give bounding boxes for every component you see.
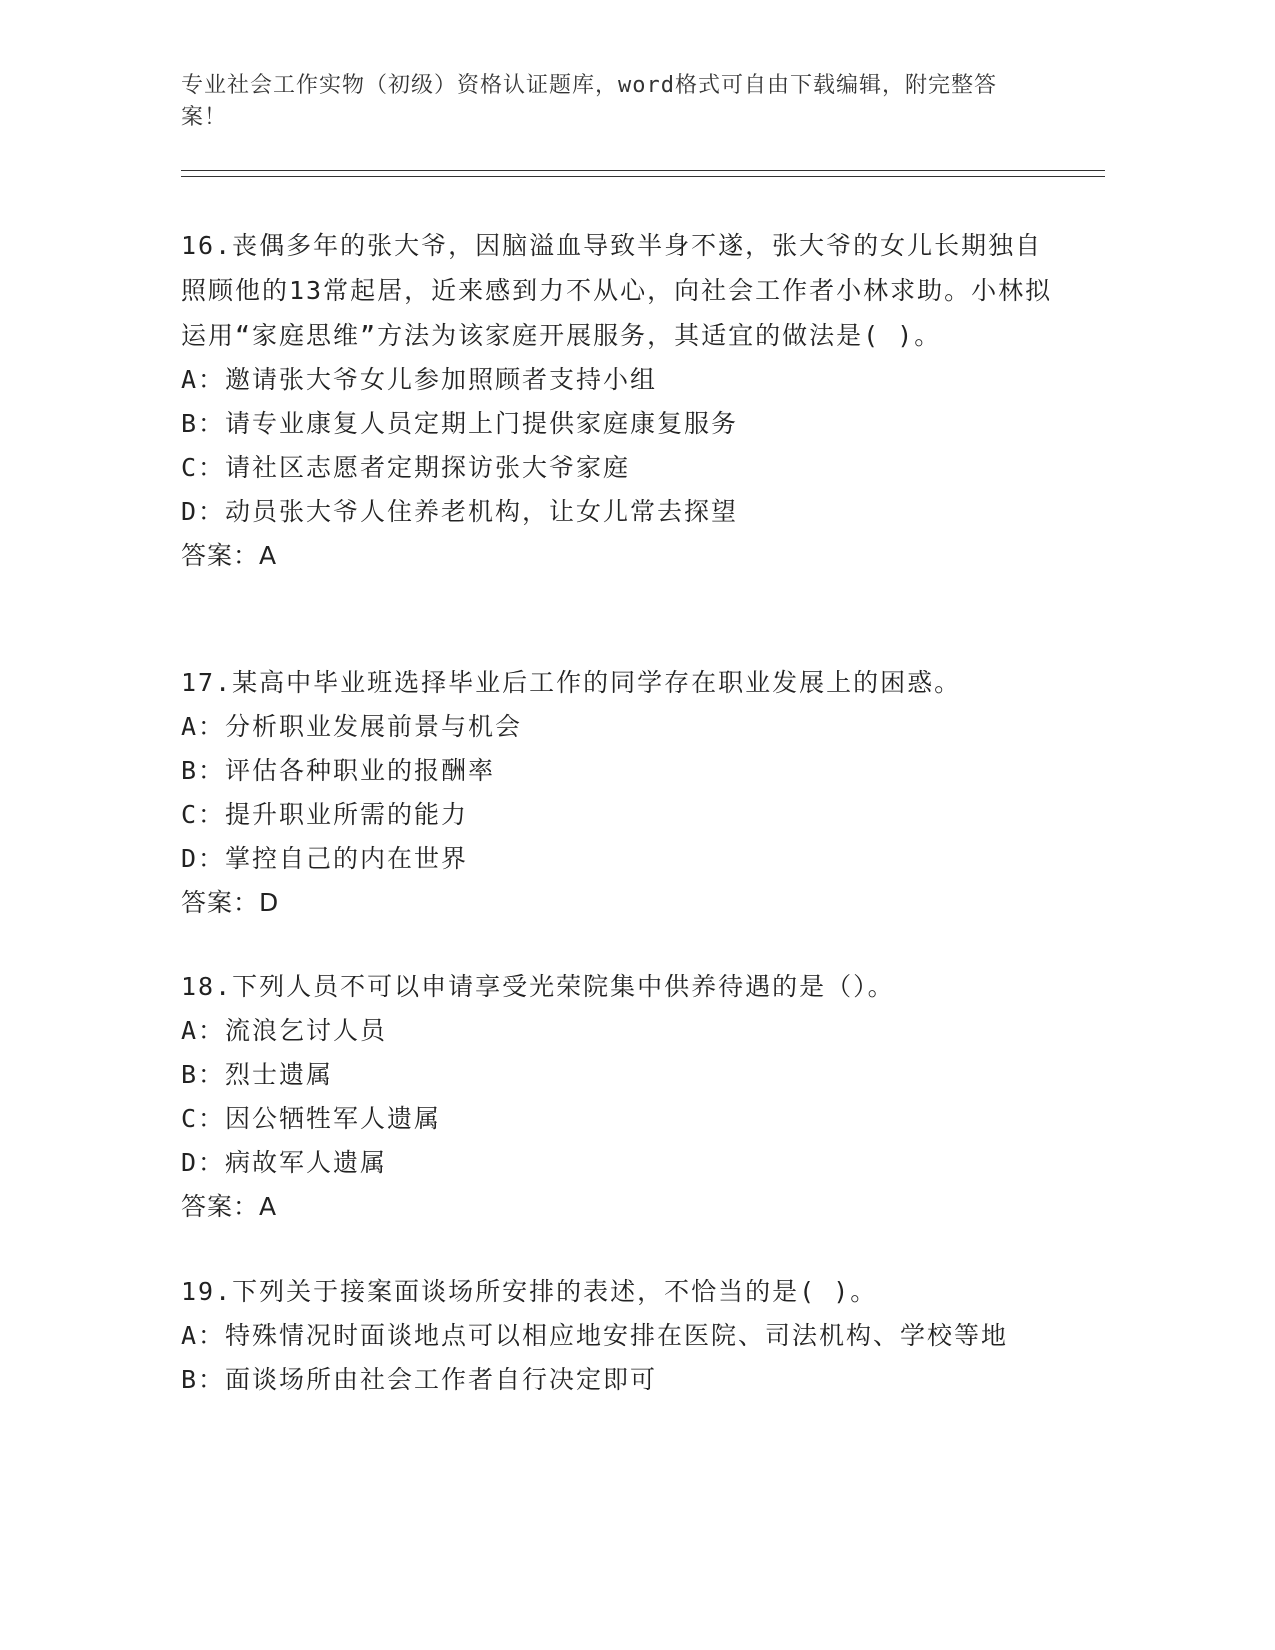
question-stem: 17.某高中毕业班选择毕业后工作的同学存在职业发展上的困惑。 [181, 668, 962, 697]
question-stem: 19.下列关于接案面谈场所安排的表述，不恰当的是( )。 [181, 1277, 878, 1306]
header-line-2: 案！ [181, 105, 228, 130]
option-d: D：动员张大爷人住养老机构，让女儿常去探望 [181, 497, 739, 526]
option-b: B：评估各种职业的报酬率 [181, 756, 496, 785]
answer: 答案：A [181, 541, 278, 570]
option-a: A：特殊情况时面谈地点可以相应地安排在医院、司法机构、学校等地 [181, 1321, 1009, 1350]
question-17 [181, 660, 1061, 925]
option-c: C：提升职业所需的能力 [181, 800, 469, 829]
option-a: A：流浪乞讨人员 [181, 1016, 388, 1045]
option-b: B：请专业康复人员定期上门提供家庭康复服务 [181, 409, 739, 438]
question-stem: 18.下列人员不可以申请享受光荣院集中供养待遇的是（）。 [181, 972, 895, 1001]
option-b: B：面谈场所由社会工作者自行决定即可 [181, 1365, 658, 1394]
option-b: B：烈士遗属 [181, 1060, 334, 1089]
answer: 答案：D [181, 888, 280, 917]
option-c: C：请社区志愿者定期探访张大爷家庭 [181, 453, 631, 482]
header-divider-bottom [181, 176, 1105, 177]
option-c: C：因公牺牲军人遗属 [181, 1104, 442, 1133]
question-16 [181, 223, 1061, 578]
header-line-1: 专业社会工作实物（初级）资格认证题库，word格式可自由下载编辑，附完整答 [181, 73, 997, 98]
header-divider-top [181, 170, 1105, 171]
question-19 [181, 1269, 1061, 1402]
question-18 [181, 964, 1061, 1229]
option-d: D：病故军人遗属 [181, 1148, 388, 1177]
document-header [181, 70, 1061, 134]
option-a: A：分析职业发展前景与机会 [181, 712, 523, 741]
question-stem: 16.丧偶多年的张大爷，因脑溢血导致半身不遂，张大爷的女儿长期独自照顾他的13常起居，近来感到力不从心，向社会工作者小林求助。小林拟运用“家庭思维”方法为该家庭开展服务，其适宜的做法是( )。 [181, 231, 1053, 350]
option-a: A：邀请张大爷女儿参加照顾者支持小组 [181, 365, 658, 394]
answer: 答案：A [181, 1192, 278, 1221]
option-d: D：掌控自己的内在世界 [181, 844, 469, 873]
